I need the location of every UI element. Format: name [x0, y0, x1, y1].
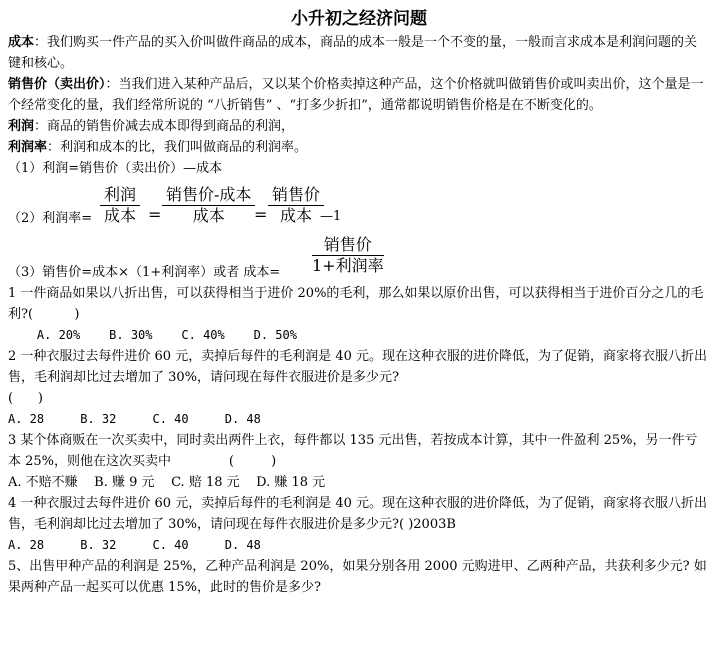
- numerator: 销售价-成本: [162, 185, 255, 206]
- question-1: [8, 283, 710, 325]
- term-profit-rate: 利润率: [8, 140, 48, 155]
- page-title: 小升初之经济问题: [291, 9, 427, 29]
- formula-3: [8, 233, 710, 283]
- fraction-margin-over-cost: [162, 185, 255, 226]
- answer-blank: ( ): [8, 391, 43, 406]
- question-text: 4 一种衣服过去每件进价 60 元，卖掉后每件的毛利润是 40 元。现在这种衣服的进价降低，为了促销，商家将衣服八折出售，毛利润却比过去增加了 30%，请问现在每件衣服进价是多少元?( )2003B: [8, 496, 708, 532]
- denominator: 成本: [280, 206, 313, 225]
- definition-sale-price: [8, 74, 710, 116]
- question-4: [8, 493, 710, 535]
- denominator: 1+利润率: [312, 256, 384, 275]
- fraction-profit-over-cost: [100, 185, 140, 226]
- question-3-options: A. 不赔不赚 B. 赚 9 元 C. 赔 18 元 D. 赚 18 元: [8, 475, 326, 490]
- question-3: [8, 430, 710, 472]
- question-4-options: A. 28 B. 32 C. 40 D. 48: [8, 538, 261, 552]
- question-1-options: A. 20% B. 30% C. 40% D. 50%: [8, 328, 297, 342]
- formula-1: （1）利润=销售价（卖出价）—成本: [8, 161, 223, 176]
- answer-blank: ( ): [171, 454, 277, 469]
- denominator: 成本: [192, 206, 225, 225]
- term-cost: 成本: [8, 35, 35, 50]
- term-profit: 利润: [8, 119, 35, 134]
- numerator: 销售价: [312, 235, 384, 256]
- definition-profit: [8, 116, 710, 137]
- answer-blank: ( ): [27, 307, 80, 322]
- numerator: 销售价: [268, 185, 324, 206]
- fraction-price-over-cost: [268, 185, 324, 226]
- numerator: 利润: [100, 185, 140, 206]
- term-sale-price: 销售价（卖出价）: [8, 77, 106, 92]
- equals-sign: =: [254, 205, 268, 224]
- formula-2: [8, 179, 710, 233]
- definition-text: ：我们购买一件产品的买入价叫做件商品的成本，商品的成本一般是一个不变的量，一般而言求成本是利润问题的关键和核心。: [8, 35, 698, 71]
- definition-text: ：利润和成本的比，我们叫做商品的利润率。: [47, 140, 308, 155]
- question-2: [8, 346, 710, 388]
- minus-one: —1: [320, 209, 342, 224]
- question-text: 5、出售甲种产品的利润是 25%，乙种产品利润是 20%，如果分别各用 2000 元购进甲、乙两种产品，共获利多少元? 如果两种产品一起买可以优惠 15%，此时的售价是多少?: [8, 559, 707, 595]
- question-text: 1 一件商品如果以八折出售，可以获得相当于进价 20%的毛利，那么如果以原价出售，可以获得相当于进价百分之几的毛利?: [8, 286, 704, 322]
- definition-text: ：当我们进入某种产品后，又以某个价格卖掉这种产品，这个价格就叫做销售价或叫卖出价，这个量是一个经常变化的量，我们经常所说的 “八折销售” 、“打多少折扣”，通常都说明销售价格是在不断变化的。: [8, 77, 704, 113]
- formula-3-text: （3）销售价=成本×（1+利润率）或者 成本=: [8, 265, 281, 280]
- question-2-options: A. 28 B. 32 C. 40 D. 48: [8, 412, 261, 426]
- definition-profit-rate: [8, 137, 710, 158]
- equals-sign: =: [148, 205, 162, 224]
- question-text: 3 某个体商贩在一次买卖中，同时卖出两件上衣，每件都以 135 元出售，若按成本计算，其中一件盈利 25%，另一件亏本 25%，则他在这次买卖中: [8, 433, 698, 469]
- definition-cost: [8, 32, 710, 74]
- denominator: 成本: [104, 206, 137, 225]
- question-text: 2 一种衣服过去每件进价 60 元，卖掉后每件的毛利润是 40 元。现在这种衣服的进价降低，为了促销，商家将衣服八折出售，毛利润却比过去增加了 30%，请问现在每件衣服进价是多少元?: [8, 349, 708, 385]
- question-5: [8, 556, 710, 598]
- definition-text: ：商品的销售价减去成本即得到商品的利润，: [34, 119, 295, 134]
- formula-2-label: （2）利润率=: [8, 211, 93, 226]
- document-page: [8, 0, 710, 598]
- fraction-price-over-rate: [312, 235, 384, 276]
